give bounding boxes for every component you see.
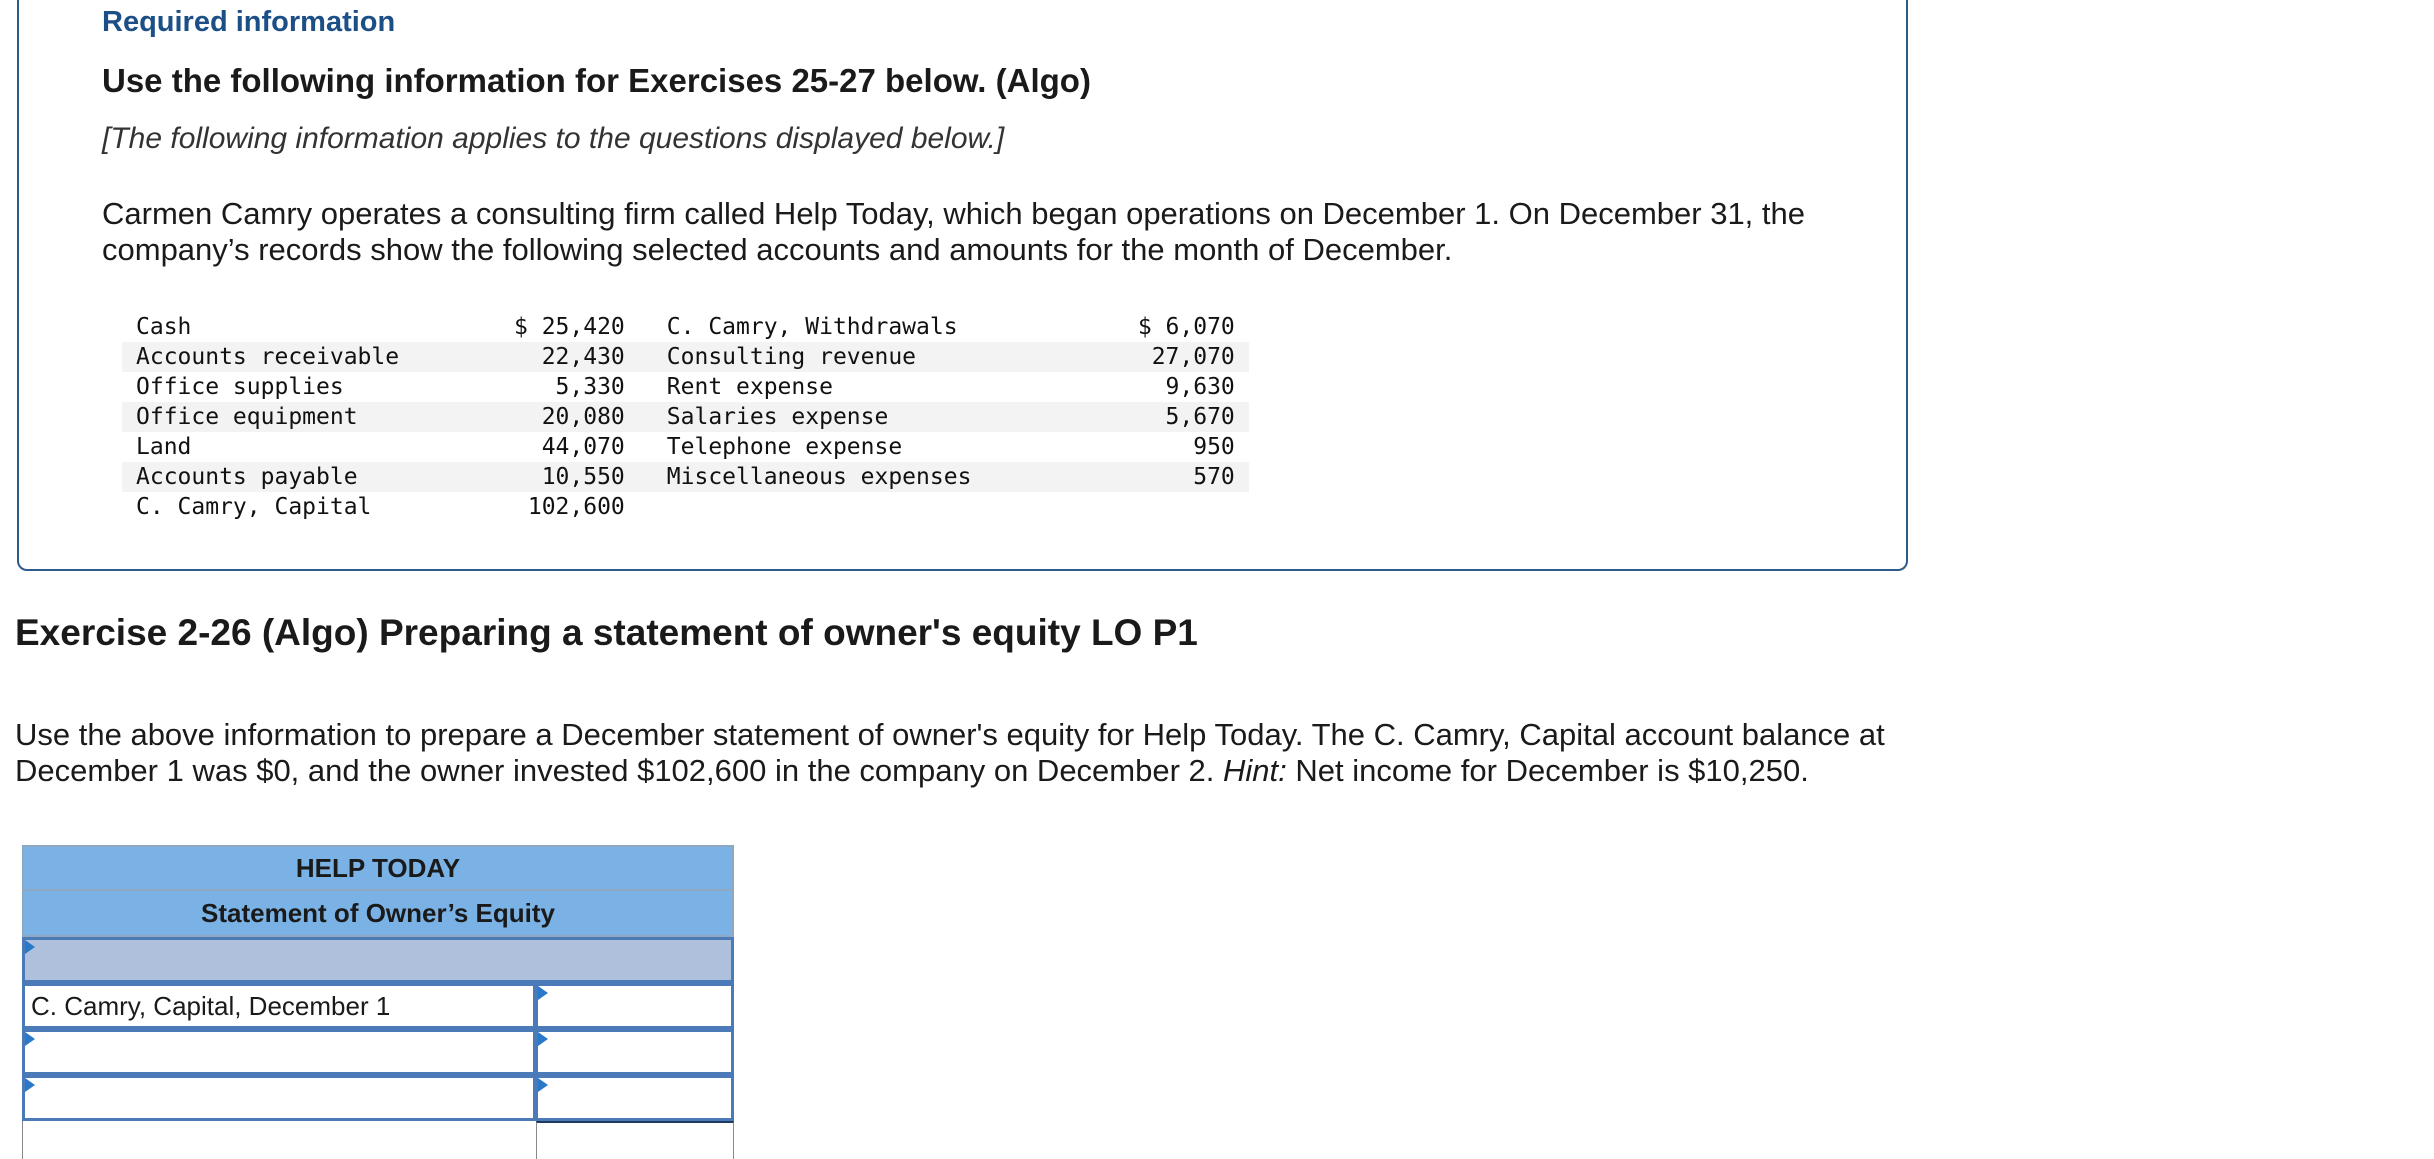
- table-row: [22, 983, 734, 1029]
- account-name: Land: [136, 434, 192, 460]
- table-row: [22, 1075, 734, 1121]
- dropdown-marker-icon: [25, 940, 35, 954]
- statement-label-text: C. Camry, Capital, December 1: [31, 991, 391, 1021]
- account-name: Office equipment: [122, 402, 500, 432]
- account-name: Cash: [136, 314, 192, 340]
- account-name: Consulting revenue: [639, 342, 1111, 372]
- account-amount: [1111, 492, 1249, 522]
- account-name: Rent expense: [666, 374, 833, 400]
- account-amount: 5,330: [555, 374, 625, 400]
- statement-worksheet: [22, 845, 734, 1159]
- account-name: Accounts receivable: [122, 342, 500, 372]
- account-amount: 570: [1111, 462, 1249, 492]
- accounts-table: [122, 312, 1249, 522]
- exercise-title: Exercise 2-26 (Algo) Preparing a statement of owner's equity LO P1: [15, 612, 1198, 653]
- hint-text: Net income for December is $10,250.: [1286, 753, 1809, 788]
- account-amount: 102,600: [527, 494, 625, 520]
- table-row: [122, 462, 1249, 492]
- table-row: [122, 372, 1249, 402]
- account-name: Accounts payable: [122, 462, 500, 492]
- hint-label: Hint:: [1223, 753, 1287, 788]
- account-amount: 20,080: [500, 402, 639, 432]
- statement-amount-input[interactable]: [536, 983, 734, 1029]
- table-row: [122, 342, 1249, 372]
- input-marker-icon: [538, 1078, 548, 1092]
- account-name: C. Camry, Capital: [136, 494, 372, 520]
- table-row: [22, 1029, 734, 1075]
- table-row: [122, 492, 1249, 522]
- input-marker-icon: [538, 986, 548, 1000]
- table-row: [122, 402, 1249, 432]
- statement-amount-cell: [536, 1121, 734, 1159]
- statement-title-header: Statement of Owner’s Equity: [22, 891, 734, 937]
- exercise-text: Use the above information to prepare a December statement of owner's equity for Help Today. The C. Camry, Capital account balance at December 1 was $0, and the owner invested $102,600 in the company on December 2.: [15, 717, 1885, 788]
- account-name: Telephone expense: [666, 434, 903, 460]
- dropdown-marker-icon: [25, 1032, 35, 1046]
- account-name: C. Camry, Withdrawals: [666, 314, 958, 340]
- statement-company-header: HELP TODAY: [22, 845, 734, 891]
- statement-amount-input[interactable]: [536, 1029, 734, 1075]
- account-amount: 9,630: [1165, 374, 1235, 400]
- account-amount: 950: [1193, 434, 1235, 460]
- exercises-instruction-title: Use the following information for Exercises 25-27 below. (Algo): [102, 62, 1091, 99]
- account-amount: 44,070: [541, 434, 625, 460]
- table-row: [122, 312, 1249, 342]
- account-name: Salaries expense: [639, 402, 1111, 432]
- statement-label-dropdown[interactable]: [22, 1029, 536, 1075]
- account-amount: 22,430: [500, 342, 639, 372]
- account-name: Miscellaneous expenses: [639, 462, 1111, 492]
- account-amount: 5,670: [1111, 402, 1249, 432]
- scenario-intro-text: Carmen Camry operates a consulting firm called Help Today, which began operations on December 1. On December 31, the company’s records show the following selected accounts and amounts for the month of December.: [102, 196, 1806, 267]
- account-amount: $ 25,420: [514, 314, 625, 340]
- account-name: Office supplies: [136, 374, 344, 400]
- account-amount: 10,550: [500, 462, 639, 492]
- exercise-instructions: [15, 717, 1915, 789]
- applies-note: [The following information applies to the questions displayed below.]: [102, 122, 1005, 155]
- statement-label-cell: [22, 983, 536, 1029]
- table-row: [22, 1121, 734, 1159]
- required-information-label: Required information: [102, 6, 396, 38]
- table-row: [122, 432, 1249, 462]
- account-amount: $ 6,070: [1137, 314, 1235, 340]
- statement-label-cell: [22, 1121, 536, 1159]
- statement-amount-input[interactable]: [536, 1075, 734, 1121]
- input-marker-icon: [538, 1032, 548, 1046]
- statement-date-dropdown[interactable]: [22, 937, 734, 983]
- dropdown-marker-icon: [25, 1078, 35, 1092]
- account-amount: 27,070: [1111, 342, 1249, 372]
- account-name: [639, 492, 1111, 522]
- statement-label-dropdown[interactable]: [22, 1075, 536, 1121]
